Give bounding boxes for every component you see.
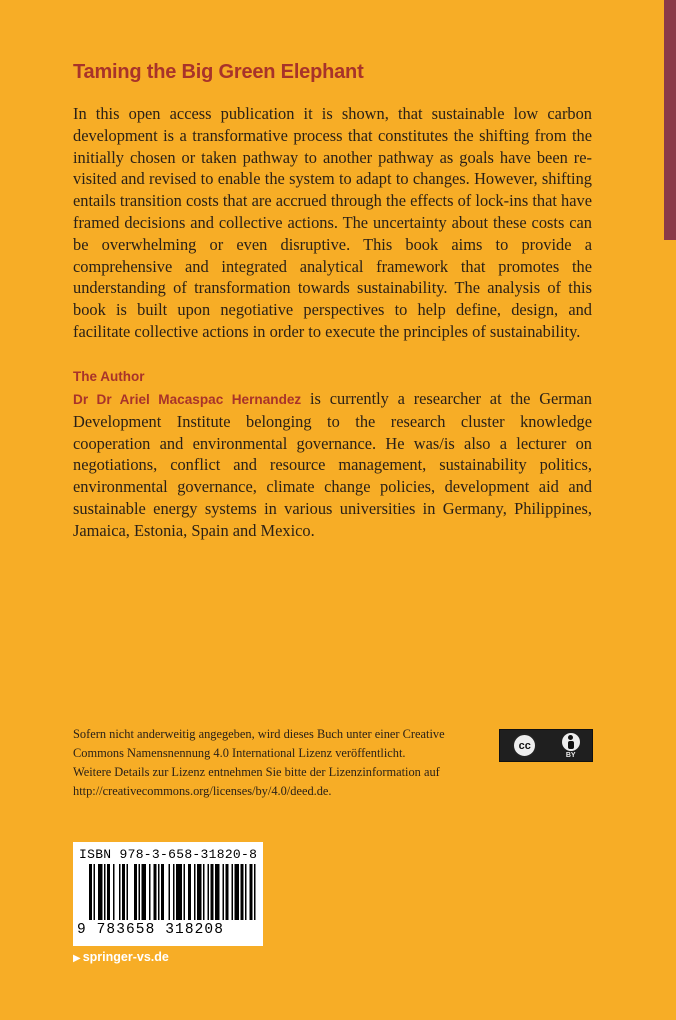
author-heading: The Author <box>73 369 145 384</box>
isbn-barcode <box>73 842 263 946</box>
spine-color-bar <box>664 0 676 240</box>
cc-logo-icon: cc <box>512 733 537 758</box>
cc-by-license-badge <box>499 729 593 762</box>
publisher-website: springer-vs.de <box>82 950 169 964</box>
person-icon <box>562 733 580 751</box>
cc-by-label: BY <box>565 751 576 759</box>
arrow-right-icon: ▶ <box>73 953 81 964</box>
license-line: Sofern nicht anderweitig angegeben, wird dieses Buch unter einer Creative <box>73 727 445 741</box>
ean-digits: 9 783658 318208 <box>77 922 225 938</box>
author-bio <box>73 388 592 542</box>
cc-attribution <box>562 733 580 759</box>
isbn-label: ISBN 978-3-658-31820-8 <box>79 847 258 862</box>
license-line: Commons Namensnennung 4.0 International Lizenz veröffentlicht. <box>73 746 406 760</box>
license-url[interactable]: http://creativecommons.org/licenses/by/4.0/deed.de. <box>73 784 332 798</box>
book-abstract: In this open access publication it is shown, that sustainable low carbon development is a transformative process that constitutes the shifting from the initially chosen or taken pathway to another pathway as goals have been re-visited and revised to enable the system to adapt to changes. However, shifting entails transition costs that are accrued through the effects of lock-ins that have framed decisions and collective actions. The uncertainty about these costs can be overwhelming or even disruptive. This book aims to provide a comprehensive and integrated analytical framework that promotes the understanding of transformation towards sustainability. The analysis of this book is built upon negotiative perspectives to help define, design, and facilitate collective actions in order to execute the principles of sustainability. <box>73 104 592 341</box>
publisher-link[interactable] <box>73 950 169 964</box>
author-bio-text: is currently a researcher at the German Development Institute belonging to the research cluster knowledge cooperation and environmental governance. He was/is also a lecturer on negotiations, conflict and resource management, sustainability politics, environmental governance, climate change policies, development aid and sustainable energy systems in various universities in Germany, Philippines, Jamaica, Estonia, Spain and Mexico. <box>73 389 592 540</box>
author-name: Dr Dr Ariel Macaspac Hernandez <box>73 392 302 407</box>
book-title: Taming the Big Green Elephant <box>73 61 364 83</box>
barcode-bars <box>79 864 257 922</box>
license-notice <box>73 725 493 801</box>
license-line: Weitere Details zur Lizenz entnehmen Sie bitte der Lizenzinformation auf <box>73 765 440 779</box>
